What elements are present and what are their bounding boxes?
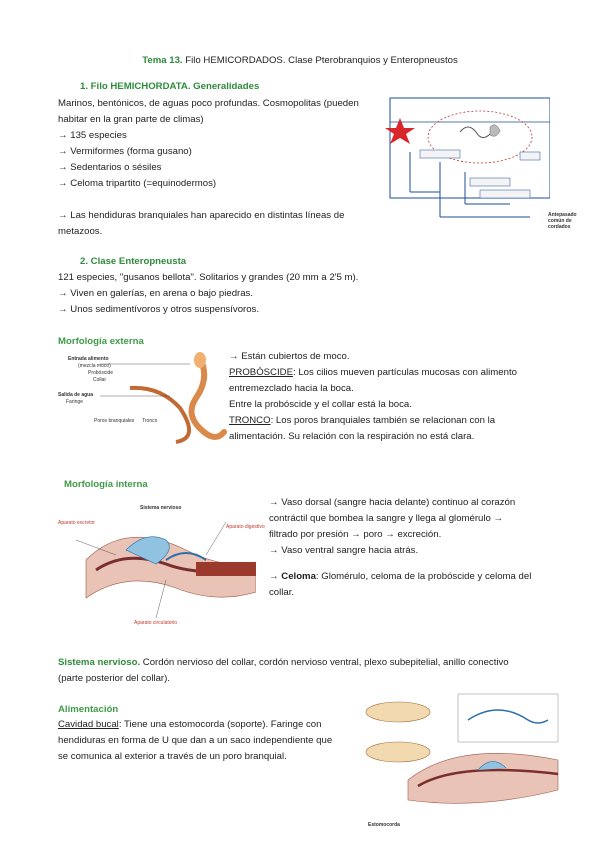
caption-line: Antepasado [548,212,577,218]
s1-line: → 135 especies [58,130,127,141]
section1-heading: 1. Filo HEMICHORDATA. Generalidades [80,81,260,92]
s2-line: → Unos sedimentívoros y otros suspensívoros. [58,304,260,315]
morfo-int-body [269,495,589,601]
morfo-ext-heading: Morfología externa [58,336,144,347]
morfo-int-line: → Vaso ventral sangre hacia atrás. [269,545,419,556]
page-title [0,55,600,66]
nervioso-paragraph [58,655,588,687]
feeding-figure [358,690,568,830]
morfo-int-line: collar. [269,587,295,598]
fig-label: Sistema nervioso [140,505,182,511]
phylogeny-figure [380,92,550,232]
section2-body [58,270,458,318]
nervioso-line: (parte posterior del collar). [58,673,170,684]
nervioso-text: Cordón nervioso del collar, cordón nervioso ventral, plexo subepitelial, anillo conectivo [140,657,509,668]
alimentacion-body [58,717,358,765]
phylogeny-caption [548,212,577,230]
s1-line: → Celoma tripartito (=equinodermos) [58,178,217,189]
morfo-int-line: filtrado por presión → poro → excreción. [269,529,442,540]
fig-label: Faringe [66,399,83,405]
morfo-int-line: contráctil que bombea la sangre y llega al glomérulo → [269,513,504,524]
morfo-ext-line: Entre la probóscide y el collar está la boca. [229,399,412,410]
s1-line: → Sedentarios o sésiles [58,162,162,173]
s1-line: → Vermiformes (forma gusano) [58,146,192,157]
alim-line: hendiduras en forma de U que dan a un saco independiente que [58,735,333,746]
morfo-ext-line: alimentación. Su relación con la respiración no está clara. [229,431,475,442]
fig-label: (mezcla moco) [78,363,111,369]
section2-heading: 2. Clase Enteropneusta [80,256,187,267]
morfo-int-line: → Celoma: Glomérulo, celoma de la probóscide y celoma del [269,571,532,582]
morfo-ext-line: entremezclado hacia la boca. [229,383,354,394]
fig-label: Tronco [142,418,158,424]
alimentacion-heading: Alimentación [58,704,119,715]
caption-line: cordados [548,224,571,230]
alim-line [58,717,358,733]
morfo-ext-line [229,365,579,381]
fig-label: Salida de agua [58,392,94,398]
fig-label: Collar [93,377,107,383]
term-sistema-nervioso: Sistema nervioso. [58,657,141,668]
morfo-int-blank [269,559,589,569]
fig-label-red: Aparato digestivo [226,524,265,530]
nervioso-line [58,655,588,671]
fig-label: Entrada alimento [68,356,109,362]
title-rest: Filo HEMICORDADOS. Clase Pterobranquios y Enteropneustos [182,55,458,66]
s1-line: habitar en la gran parte de climas) [58,114,204,125]
feeding-caption: Estomocorda [368,822,400,828]
section1-body [58,96,378,240]
morfo-ext-text: : Los cilios mueven partículas mucosas con alimento [292,367,517,378]
alim-text: : Tiene una estomocorda (soporte). Faringe con [118,719,322,730]
fig-label-red: Aparato circulatorio [134,620,178,626]
alim-line: se comunica al exterior a través de un poro branquial. [58,751,287,762]
fig-label: Poros branquiales [94,418,135,424]
s2-line: 121 especies, "gusanos bellota". Solitarios y grandes (20 mm a 2'5 m). [58,272,359,283]
s1-line-blank [58,192,378,208]
morfo-int-line: → Vaso dorsal (sangre hacia delante) continuo al corazón [269,497,516,508]
morfo-int-heading: Morfología interna [64,479,148,490]
fig-label-red: Aparato excretor [58,520,95,526]
title-strong: Tema 13. [142,55,183,66]
caption-line: común de [548,218,572,224]
morfo-ext-line [229,413,579,429]
morfo-ext-body [229,349,579,445]
morfo-ext-text: : Los poros branquiales también se relacionan con la [270,415,496,426]
morfo-ext-line: → Están cubiertos de moco. [229,351,350,362]
term-proboscide: PROBÓSCIDE [229,367,293,378]
s1-line: Marinos, bentónicos, de aguas poco profundas. Cosmopolitas (pueden [58,98,359,109]
s2-line: → Viven en galerías, en arena o bajo piedras. [58,288,254,299]
fig-label: Probóscide [88,370,114,376]
term-cavidad-bucal: Cavidad bucal [58,719,119,730]
term-celoma: Celoma [281,571,316,582]
celoma-text: : Glomérulo, celoma de la probóscide y celoma del [315,571,532,582]
s1-line: metazoos. [58,226,103,237]
term-tronco: TRONCO [229,415,271,426]
s1-line: → Las hendiduras branquiales han aparecido en distintas líneas de [58,210,345,221]
